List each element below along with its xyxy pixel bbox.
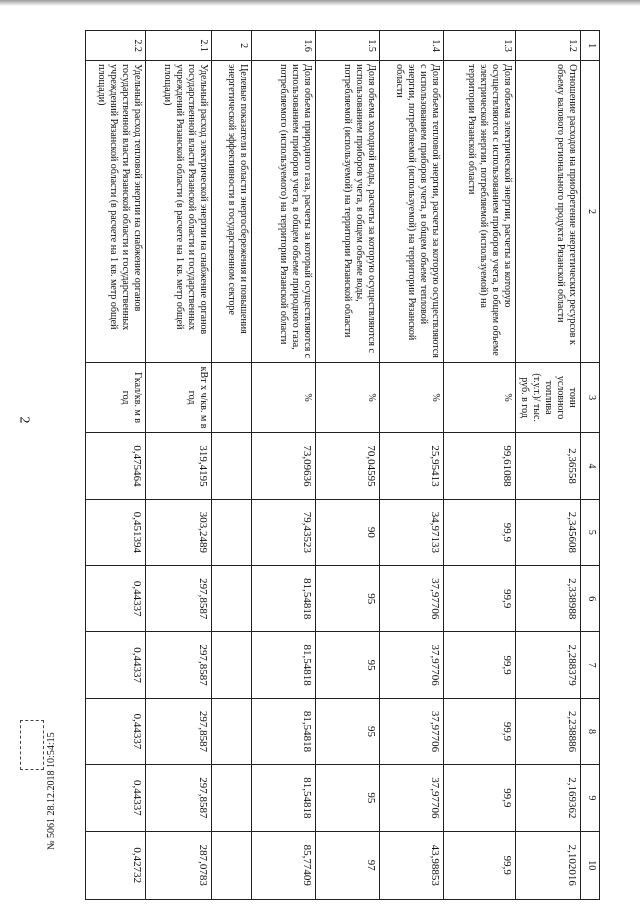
value-cell: 99,9 [444,765,516,831]
table-body [86,31,600,900]
col-header: 8 [581,698,600,764]
value-cell: 37,97706 [380,632,444,698]
value-cell: 99,9 [444,831,516,899]
value-cell: 95 [316,632,380,698]
value-cell: 2,288379 [516,632,581,698]
value-cell: 297,8587 [146,632,212,698]
value-cell [212,632,252,698]
value-cell: 79,43523 [252,499,316,565]
table-row [380,31,444,900]
value-cell [212,765,252,831]
row-number: 1.4 [380,31,444,61]
table-row [146,31,212,900]
value-cell: 2,338988 [516,566,581,632]
value-cell: 85,77409 [252,831,316,899]
value-cell: 43,98853 [380,831,444,899]
indicator-name: Доля объема тепловой энергии, расчеты за которую осуществляются с использованием приборов учета, в общем объеме тепловой энергии, потребляемой (используемой) на территории Рязанской области [380,61,444,363]
col-header: 2 [581,61,600,363]
value-cell: 99,9 [444,566,516,632]
value-cell: 73,09636 [252,433,316,499]
value-cell: 25,95413 [380,433,444,499]
row-number: 1.3 [444,31,516,61]
row-number: 1.6 [252,31,316,61]
indicator-name: Удельный расход электрической энергии на снабжение органов государственной власти Рязанской области и государственных учреждений Рязанской области (в расчете на 1 кв. метр общей площади) [146,61,212,363]
value-cell: 287,0783 [146,831,212,899]
value-cell [212,433,252,499]
registration-footer: № 5061 28.12.2018 10:54:15 [46,732,57,850]
value-cell: 0,475464 [86,433,146,499]
table-row [86,31,146,900]
value-cell: 99,9 [444,698,516,764]
value-cell: 99,61088 [444,433,516,499]
value-cell: 297,8587 [146,698,212,764]
stamp-mark [20,720,44,770]
unit-cell: % [252,362,316,432]
unit-cell: % [316,362,380,432]
rotated-table-container [85,30,600,900]
value-cell: 81,54818 [252,765,316,831]
value-cell: 37,97706 [380,566,444,632]
value-cell: 297,8587 [146,765,212,831]
value-cell: 81,54818 [252,698,316,764]
value-cell: 319,4195 [146,433,212,499]
col-header: 4 [581,433,600,499]
value-cell: 37,97706 [380,765,444,831]
unit-cell: тонн условного топлива (т.у.т.)/ тыс. руб. в год [516,362,581,432]
col-header: 5 [581,499,600,565]
value-cell [212,831,252,899]
value-cell: 2,169362 [516,765,581,831]
value-cell [212,698,252,764]
col-header: 3 [581,362,600,432]
table-row [252,31,316,900]
value-cell: 37,97706 [380,698,444,764]
table-row [444,31,516,900]
indicator-name: Доля объема природного газа, расчеты за который осуществляются с использованием приборов учета, в общем объеме природного газа, потребляемого (используемого) на территории Рязанской области [252,61,316,363]
value-cell: 2,36558 [516,433,581,499]
value-cell: 2,238886 [516,698,581,764]
indicator-name: Доля объема холодной воды, расчеты за которую осуществляются с использованием приборов учета, в общем объеме воды, потребляемой (используемой) на территории Рязанской области [316,61,380,363]
value-cell: 0,44337 [86,765,146,831]
indicator-name: Отношение расходов на приобретение энергетических ресурсов к объему валового регионального продукта Рязанской области [516,61,581,363]
value-cell: 99,9 [444,499,516,565]
table-row [316,31,380,900]
col-header: 6 [581,566,600,632]
table-row [516,31,581,900]
page-number: 2 [16,416,32,424]
row-number: 2.1 [146,31,212,61]
unit-cell: % [380,362,444,432]
unit-cell: кВт x ч/кв. м в год [146,362,212,432]
value-cell: 0,451394 [86,499,146,565]
row-number: 1.2 [516,31,581,61]
value-cell: 303,2489 [146,499,212,565]
value-cell: 99,9 [444,632,516,698]
indicators-table [85,30,600,900]
value-cell: 70,04595 [316,433,380,499]
value-cell [212,499,252,565]
value-cell: 34,97133 [380,499,444,565]
value-cell: 0,44337 [86,698,146,764]
row-number: 1.5 [316,31,380,61]
value-cell: 0,44337 [86,632,146,698]
header-row [581,31,600,900]
value-cell: 95 [316,698,380,764]
value-cell: 95 [316,566,380,632]
stamp-box [20,720,44,770]
value-cell: 90 [316,499,380,565]
col-header: 1 [581,31,600,61]
row-number: 2.2 [86,31,146,61]
row-number: 2 [212,31,252,61]
value-cell: 2,102016 [516,831,581,899]
value-cell: 2,345608 [516,499,581,565]
col-header: 10 [581,831,600,899]
col-header: 9 [581,765,600,831]
table-row [212,31,252,900]
indicator-name: Целевые показатели в области энергосбережения и повышения энергетической эффективности в государственном секторе [212,61,252,363]
indicator-name: Доля объема электрической энергии, расчеты за которую осуществляются с использованием приборов учета, в общем объеме электрической энергии, потребляемой (используемой) на территории Рязанской области [444,61,516,363]
unit-cell: % [444,362,516,432]
value-cell: 95 [316,765,380,831]
scan-edge [0,0,640,6]
value-cell: 0,42732 [86,831,146,899]
indicator-name: Удельный расход тепловой энергии на снабжение органов государственной власти Рязанской области и государственных учреждений Рязанской области (в расчете на 1 кв. метр общей площади) [86,61,146,363]
unit-cell [212,362,252,432]
unit-cell: Гкал/кв. м в год [86,362,146,432]
value-cell [212,566,252,632]
value-cell: 81,54818 [252,566,316,632]
value-cell: 0,44337 [86,566,146,632]
value-cell: 97 [316,831,380,899]
value-cell: 81,54818 [252,632,316,698]
value-cell: 297,8587 [146,566,212,632]
col-header: 7 [581,632,600,698]
